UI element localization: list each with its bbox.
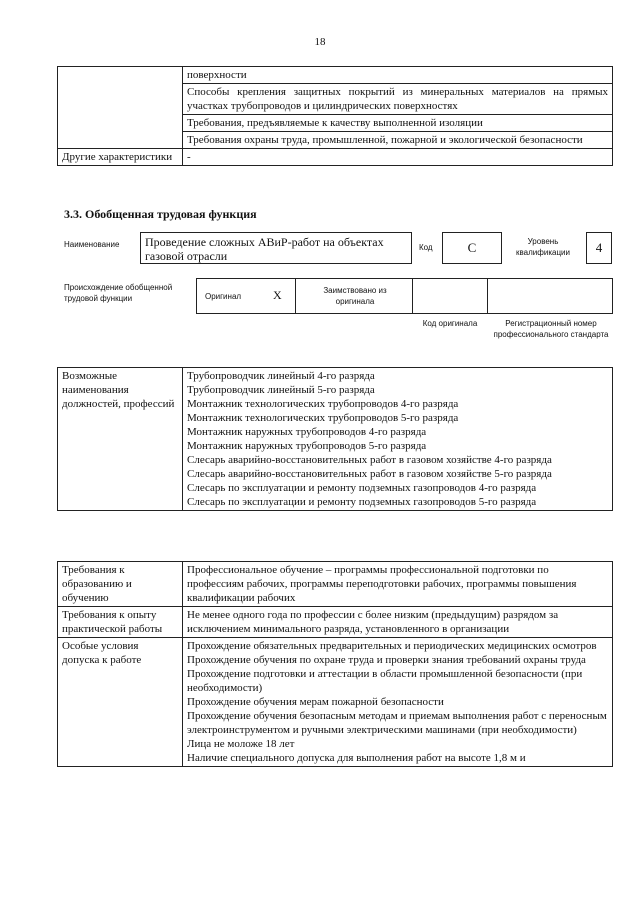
condition-item: Наличие специального допуска для выполнения работ на высоте 1,8 м и bbox=[187, 752, 526, 764]
positions-table bbox=[57, 367, 613, 511]
conditions-label: Особые условия допуска к работе bbox=[58, 638, 183, 767]
code-label: Код bbox=[419, 243, 433, 252]
page-number: 18 bbox=[314, 36, 326, 48]
continuation-table bbox=[57, 66, 613, 166]
position-item: Монтажник технологических трубопроводов 4-го разряда bbox=[187, 398, 459, 410]
position-item: Монтажник технологических трубопроводов 5-го разряда bbox=[187, 412, 459, 424]
registration-number-caption: Регистрационный номер профессионального стандарта bbox=[493, 319, 609, 339]
positions-list bbox=[183, 368, 613, 511]
positions-label: Возможные наименования должностей, профессий bbox=[58, 368, 183, 511]
position-item: Слесарь аварийно-восстановительных работ в газовом хозяйстве 4-го разряда bbox=[187, 454, 552, 466]
other-characteristics-label: Другие характеристики bbox=[58, 149, 183, 166]
position-item: Слесарь аварийно-восстановительных работ в газовом хозяйстве 5-го разряда bbox=[187, 468, 552, 480]
position-item: Трубопроводчик линейный 5-го разряда bbox=[187, 384, 375, 396]
conditions-list bbox=[183, 638, 613, 767]
continuation-line: Способы крепления защитных покрытий из минеральных материалов на прямых участках трубопроводов и цилиндрических поверхностях bbox=[183, 84, 613, 115]
borrowed-box bbox=[295, 278, 413, 314]
continuation-empty-cell bbox=[58, 67, 183, 149]
continuation-line: Требования, предъявляемые к качеству выполненной изоляции bbox=[183, 115, 613, 132]
level-label: Уровень квалификации bbox=[516, 237, 570, 257]
condition-item: Прохождение обучения безопасным методам и приемам выполнения работ с переносным электроинструментом и ручными электрическими машинами (при необходимости) bbox=[187, 710, 607, 736]
condition-item: Прохождение обучения по охране труда и проверки знания требований охраны труда bbox=[187, 654, 586, 666]
level-box: 4 bbox=[586, 232, 612, 264]
name-label: Наименование bbox=[64, 240, 120, 249]
condition-item: Прохождение подготовки и аттестации в области промышленной безопасности (при необходимости) bbox=[187, 668, 583, 694]
continuation-line: Требования охраны труда, промышленной, пожарной и экологической безопасности bbox=[183, 132, 613, 149]
original-mark: X bbox=[273, 288, 282, 302]
experience-label: Требования к опыту практической работы bbox=[58, 607, 183, 638]
section-title: 3.3. Обобщенная трудовая функция bbox=[64, 207, 257, 221]
position-item: Трубопроводчик линейный 4-го разряда bbox=[187, 370, 375, 382]
registration-number-box bbox=[487, 278, 613, 314]
position-item: Слесарь по эксплуатации и ремонту подземных газопроводов 5-го разряда bbox=[187, 496, 537, 508]
function-name-box: Проведение сложных АВиР-работ на объектах газовой отрасли bbox=[140, 232, 412, 264]
education-label: Требования к образованию и обучению bbox=[58, 562, 183, 607]
origin-label: Происхождение обобщенной трудовой функции bbox=[64, 283, 173, 303]
original-label: Оригинал bbox=[205, 292, 242, 301]
education-value: Профессиональное обучение – программы профессиональной подготовки по профессиям рабочих, программы переподготовки рабочих, программы повышения квалификации рабочих bbox=[183, 562, 613, 607]
condition-item: Прохождение обучения мерам пожарной безопасности bbox=[187, 696, 444, 708]
other-characteristics-value: - bbox=[183, 149, 613, 166]
requirements-table bbox=[57, 561, 613, 767]
position-item: Монтажник наружных трубопроводов 5-го разряда bbox=[187, 440, 427, 452]
original-code-box bbox=[412, 278, 488, 314]
code-box: C bbox=[442, 232, 502, 264]
condition-item: Лица не моложе 18 лет bbox=[187, 738, 295, 750]
position-item: Монтажник наружных трубопроводов 4-го разряда bbox=[187, 426, 427, 438]
position-item: Слесарь по эксплуатации и ремонту подземных газопроводов 4-го разряда bbox=[187, 482, 537, 494]
code-original-caption: Код оригинала bbox=[422, 319, 478, 328]
continuation-line: поверхности bbox=[183, 67, 613, 84]
experience-value: Не менее одного года по профессии с более низким (предыдущим) разрядом за исключением минимального разряда, установленного в организации bbox=[183, 607, 613, 638]
original-box bbox=[196, 278, 296, 314]
condition-item: Прохождение обязательных предварительных и периодических медицинских осмотров bbox=[187, 640, 597, 652]
borrowed-label: Заимствовано из оригинала bbox=[323, 286, 387, 306]
